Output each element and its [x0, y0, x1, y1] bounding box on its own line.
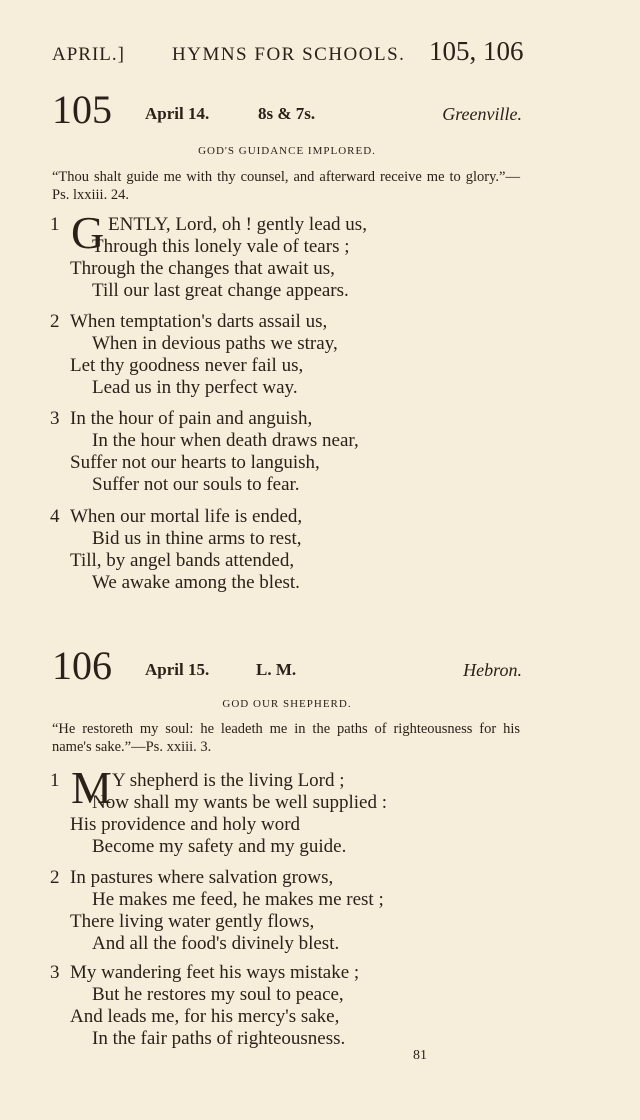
verse-line: ENTLY, Lord, oh ! gently lead us, — [108, 214, 367, 235]
hymn-date: April 15. — [145, 660, 210, 679]
verse-line: But he restores my soul to peace, — [92, 984, 344, 1005]
verse-line: Bid us in thine arms to rest, — [92, 528, 302, 549]
running-head — [52, 36, 522, 70]
verse-1 — [50, 762, 520, 858]
verse-3 — [50, 408, 520, 496]
verse-line: His providence and holy word — [70, 814, 301, 835]
verse-line: Lead us in thy perfect way. — [92, 377, 298, 398]
verse-line: And all the food's divinely blest. — [92, 933, 340, 954]
hymn-date: April 14. — [145, 104, 210, 123]
verse-line: Through the changes that await us, — [70, 258, 335, 279]
hymn-header-105 — [52, 87, 522, 140]
running-head-month: APRIL.] — [52, 44, 125, 65]
verse-number: 2 — [50, 867, 60, 888]
hymn-meter: L. M. — [256, 660, 297, 679]
hymn-tune: Hebron. — [463, 660, 522, 680]
verse-line: When temptation's darts assail us, — [70, 311, 328, 332]
verse-2 — [50, 311, 520, 399]
hymn-header-106 — [52, 643, 522, 696]
verse-line: Now shall my wants be well supplied : — [92, 792, 387, 813]
verse-number: 3 — [50, 408, 60, 429]
verse-line: Y shepherd is the living Lord ; — [112, 770, 345, 791]
verse-line: There living water gently flows, — [70, 911, 315, 932]
verse-line: Till, by angel bands attended, — [70, 550, 295, 571]
verse-line: He makes me feed, he makes me rest ; — [92, 889, 384, 910]
verse-line: My wandering feet his ways mistake ; — [70, 962, 360, 983]
drop-cap: G — [71, 207, 105, 258]
drop-cap: M — [71, 762, 112, 813]
verse-line: And leads me, for his mercy's sake, — [70, 1006, 340, 1027]
running-head-hymn-numbers: 105, 106 — [429, 36, 524, 66]
verse-line: When our mortal life is ended, — [70, 506, 303, 527]
verse-line: Till our last great change appears. — [92, 280, 349, 301]
hymn-epigraph: “He restoreth my soul: he leadeth me in the paths of righteousness for his name's sake.”—Ps. xxiii. 3. — [52, 721, 520, 755]
verse-line: In the fair paths of righteousness. — [92, 1028, 346, 1049]
hymn-title: GOD OUR SHEPHERD. — [222, 698, 352, 710]
verse-line: Let thy goodness never fail us, — [70, 355, 304, 376]
hymn-epigraph: “Thou shalt guide me with thy counsel, and afterward receive me to glory.”—Ps. lxxiii. 24. — [52, 169, 520, 203]
hymn-title: GOD'S GUIDANCE IMPLORED. — [198, 145, 376, 157]
verse-line: In pastures where salvation grows, — [70, 867, 334, 888]
hymn-tune: Greenville. — [442, 104, 522, 124]
page-number: 81 — [413, 1048, 427, 1063]
verse-3 — [50, 962, 520, 1050]
verse-line: In the hour of pain and anguish, — [70, 408, 313, 429]
verse-2 — [50, 867, 520, 955]
hymn-meter: 8s & 7s. — [258, 104, 316, 123]
verse-number: 1 — [50, 770, 60, 791]
verse-4 — [50, 506, 520, 594]
verse-line: Suffer not our hearts to languish, — [70, 452, 320, 473]
running-head-title: HYMNS FOR SCHOOLS. — [172, 44, 406, 65]
verse-number: 1 — [50, 214, 60, 235]
verse-number: 4 — [50, 506, 60, 527]
verse-line: Become my safety and my guide. — [92, 836, 347, 857]
verse-line: Suffer not our souls to fear. — [92, 474, 300, 495]
verse-line: When in devious paths we stray, — [92, 333, 338, 354]
verse-number: 3 — [50, 962, 60, 983]
verse-line: In the hour when death draws near, — [92, 430, 359, 451]
verse-line: Through this lonely vale of tears ; — [92, 236, 350, 257]
hymn-number: 105 — [52, 87, 112, 132]
hymn-number: 106 — [52, 643, 112, 688]
verse-number: 2 — [50, 311, 60, 332]
verse-line: We awake among the blest. — [92, 572, 300, 593]
verse-1 — [50, 207, 520, 302]
